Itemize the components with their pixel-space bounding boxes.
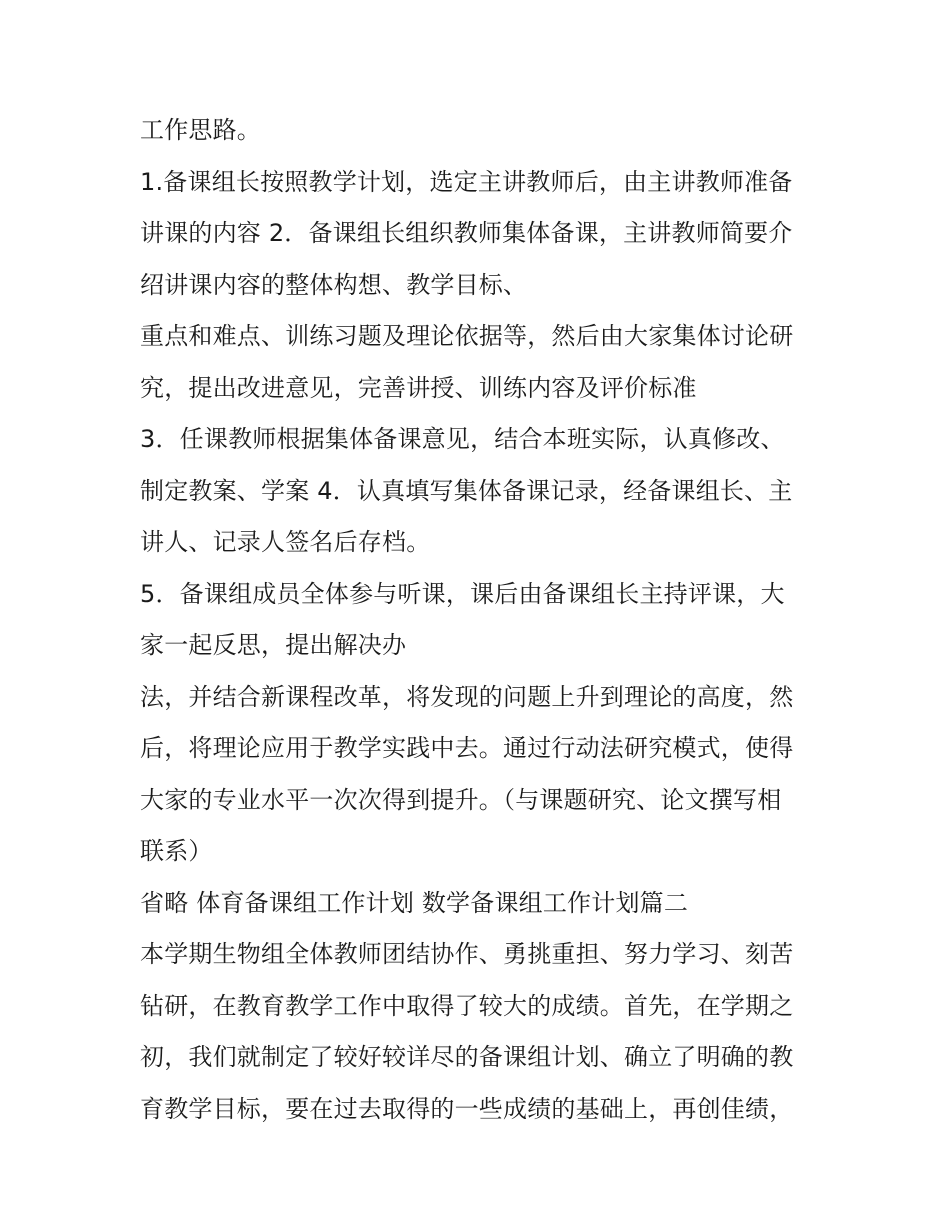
text-line: 本学期生物组全体教师团结协作、勇挑重担、努力学习、刻苦 [140, 940, 794, 968]
text-line: 初，我们就制定了较好较详尽的备课组计划、确立了明确的教 [140, 1043, 794, 1071]
text-line: 制定教案、学案 4．认真填写集体备课记录，经备课组长、主 [140, 476, 793, 505]
text-line: 1.备课组长按照教学计划，选定主讲教师后，由主讲教师准备 [140, 167, 793, 196]
text-line: 后，将理论应用于教学实践中去。通过行动法研究模式，使得 [140, 734, 794, 762]
text-line: 家一起反思，提出解决办 [140, 631, 407, 659]
text-line: 究，提出改进意见，完善讲授、训练内容及评价标准 [140, 373, 697, 402]
text-line: 大家的专业水平一次次得到提升。（与课题研究、论文撰写相 [140, 785, 782, 814]
text-line: 3．任课教师根据集体备课意见，结合本班实际，认真修改、 [140, 425, 785, 453]
text-line: 重点和难点、训练习题及理论依据等，然后由大家集体讨论研 [140, 322, 794, 350]
text-line: 讲课的内容 2．备课组长组织教师集体备课，主讲教师简要介 [140, 219, 793, 247]
text-line: 工作思路。 [140, 116, 261, 144]
section-heading: 省略 体育备课组工作计划 数学备课组工作计划篇二 [140, 888, 689, 917]
text-line: 育教学目标，要在过去取得的一些成绩的基础上，再创佳绩， [140, 1094, 794, 1123]
text-line: 讲人、记录人签名后存档。 [140, 528, 431, 556]
text-line: 5．备课组成员全体参与听课，课后由备课组长主持评课，大 [140, 579, 785, 608]
text-line: 绍讲课内容的整体构想、教学目标、 [140, 270, 528, 299]
document-body [140, 105, 820, 1135]
text-line: 法，并结合新课程改革，将发现的问题上升到理论的高度，然 [140, 682, 794, 711]
text-line: 钻研，在教育教学工作中取得了较大的成绩。首先，在学期之 [140, 991, 794, 1020]
text-line: 联系） [140, 837, 213, 865]
